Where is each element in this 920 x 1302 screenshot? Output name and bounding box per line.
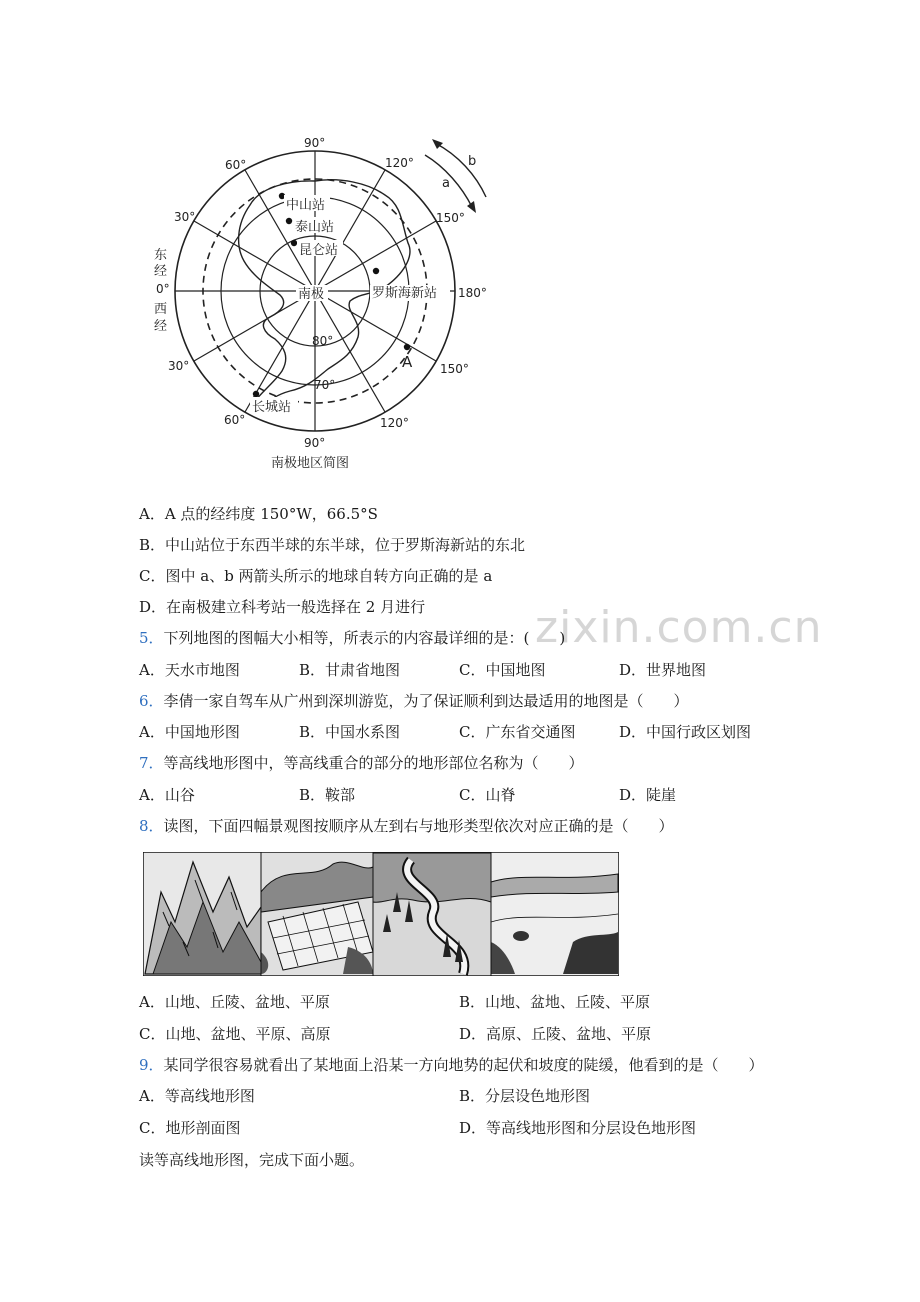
q9-option-a: A．等高线地形图	[139, 1087, 255, 1105]
intro-text: 读等高线地形图，完成下面小题。	[139, 1151, 365, 1169]
q7-option-b: B．鞍部	[299, 786, 356, 804]
deg-l30-bot-label: 30°	[168, 359, 190, 373]
deg-bl-label: 60°	[224, 413, 246, 427]
q7-number: 7．	[139, 754, 164, 772]
east-label: 东	[154, 248, 168, 263]
q5-option-d: D．世界地图	[619, 661, 707, 679]
rossea-dot	[373, 268, 379, 274]
west-label-2: 经	[154, 319, 168, 334]
east-label-2: 经	[154, 264, 168, 279]
q5-stem	[139, 627, 565, 649]
q4-option-a: A．A 点的经纬度 150°W，66.5°S	[139, 505, 378, 523]
q5-option-b: B．甘肃省地图	[299, 661, 401, 679]
q8-option-a: A．山地、丘陵、盆地、平原	[139, 993, 330, 1011]
q4-option-c: C．图中 a、b 两箭头所示的地球自转方向正确的是 a	[139, 567, 493, 585]
west-label: 西	[154, 302, 168, 317]
zhongshan-label: 中山站	[286, 198, 326, 213]
antarctica-map	[140, 125, 500, 480]
q7-option-a: A．山谷	[139, 786, 195, 804]
zero-deg-label: 0°	[156, 282, 170, 296]
q9-stem	[139, 1054, 764, 1076]
deg-right-label: 180°	[458, 286, 487, 300]
south-pole-label: 南极	[298, 287, 325, 302]
watermark: zixin.com.cn	[535, 602, 823, 653]
deg-tl-label: 60°	[225, 158, 247, 172]
q7-stem	[139, 752, 584, 774]
deg-l30-top-label: 30°	[174, 210, 196, 224]
q6-text: 李倩一家自驾车从广州到深圳游览，为了保证顺利到达最适用的地图是（ ）	[163, 692, 689, 710]
landscape-basin	[261, 853, 373, 975]
deg-bottom-label: 90°	[304, 436, 326, 450]
q5-number: 5．	[139, 629, 164, 647]
q4-option-b: B．中山站位于东西半球的东半球，位于罗斯海新站的东北	[139, 536, 526, 554]
deg-tr-label: 120°	[385, 156, 414, 170]
landscape-plateau	[491, 853, 618, 975]
q8-option-d: D．高原、丘陵、盆地、平原	[459, 1025, 652, 1043]
q5-text: 下列地图的图幅大小相等，所表示的内容最详细的是：( )	[163, 629, 566, 647]
deg-br-label: 120°	[380, 416, 409, 430]
q9-number: 9．	[139, 1056, 164, 1074]
q6-option-a: A．中国地形图	[139, 723, 240, 741]
q7-option-d: D．陡崖	[619, 786, 677, 804]
q5-option-c: C．中国地图	[459, 661, 546, 679]
q7-text: 等高线地形图中，等高线重合的部分的地形部位名称为（ ）	[163, 754, 584, 772]
q9-option-b: B．分层设色地形图	[459, 1087, 591, 1105]
q8-option-c: C．山地、盆地、平原、高原	[139, 1025, 331, 1043]
q8-stem	[139, 815, 674, 837]
map-caption: 南极地区简图	[271, 456, 350, 471]
lat-70-label: 70°	[314, 378, 336, 392]
kunlun-label: 昆仑站	[299, 243, 339, 258]
taishan-dot	[286, 218, 292, 224]
arrow-a-label: a	[442, 176, 450, 191]
arrow-a-head	[467, 201, 476, 213]
arrow-b-head	[432, 139, 443, 149]
deg-r150-bot-label: 150°	[440, 362, 469, 376]
q5-option-a: A．天水市地图	[139, 661, 240, 679]
q6-number: 6．	[139, 692, 164, 710]
point-a-label: A	[402, 353, 413, 371]
q8-text: 读图，下面四幅景观图按顺序从左到右与地形类型依次对应正确的是（ ）	[163, 817, 674, 835]
changcheng-dot	[253, 391, 259, 397]
deg-top-label: 90°	[304, 136, 326, 150]
q6-option-d: D．中国行政区划图	[619, 723, 752, 741]
q9-text: 某同学很容易就看出了某地面上沿某一方向地势的起伏和坡度的陡缓，他看到的是（ ）	[163, 1056, 764, 1074]
point-a-dot	[404, 344, 410, 350]
landscape-mountains	[144, 853, 261, 975]
arrow-b-label: b	[468, 154, 477, 169]
deg-r150-top-label: 150°	[436, 211, 465, 225]
taishan-label: 泰山站	[295, 220, 335, 235]
q6-option-c: C．广东省交通图	[459, 723, 576, 741]
lat-80-label: 80°	[312, 334, 334, 348]
q8-number: 8．	[139, 817, 164, 835]
landscape-hills	[373, 853, 491, 975]
kunlun-dot	[291, 240, 297, 246]
landscape-images	[143, 852, 619, 976]
q7-option-c: C．山脊	[459, 786, 516, 804]
rossea-label: 罗斯海新站	[372, 286, 438, 301]
q4-option-d: D．在南极建立科考站一般选择在 2 月进行	[139, 598, 426, 616]
q9-option-d: D．等高线地形图和分层设色地形图	[459, 1119, 697, 1137]
q8-option-b: B．山地、盆地、丘陵、平原	[459, 993, 651, 1011]
changcheng-label: 长城站	[252, 400, 292, 415]
q6-stem	[139, 690, 689, 712]
q9-option-c: C．地形剖面图	[139, 1119, 241, 1137]
q6-option-b: B．中国水系图	[299, 723, 401, 741]
